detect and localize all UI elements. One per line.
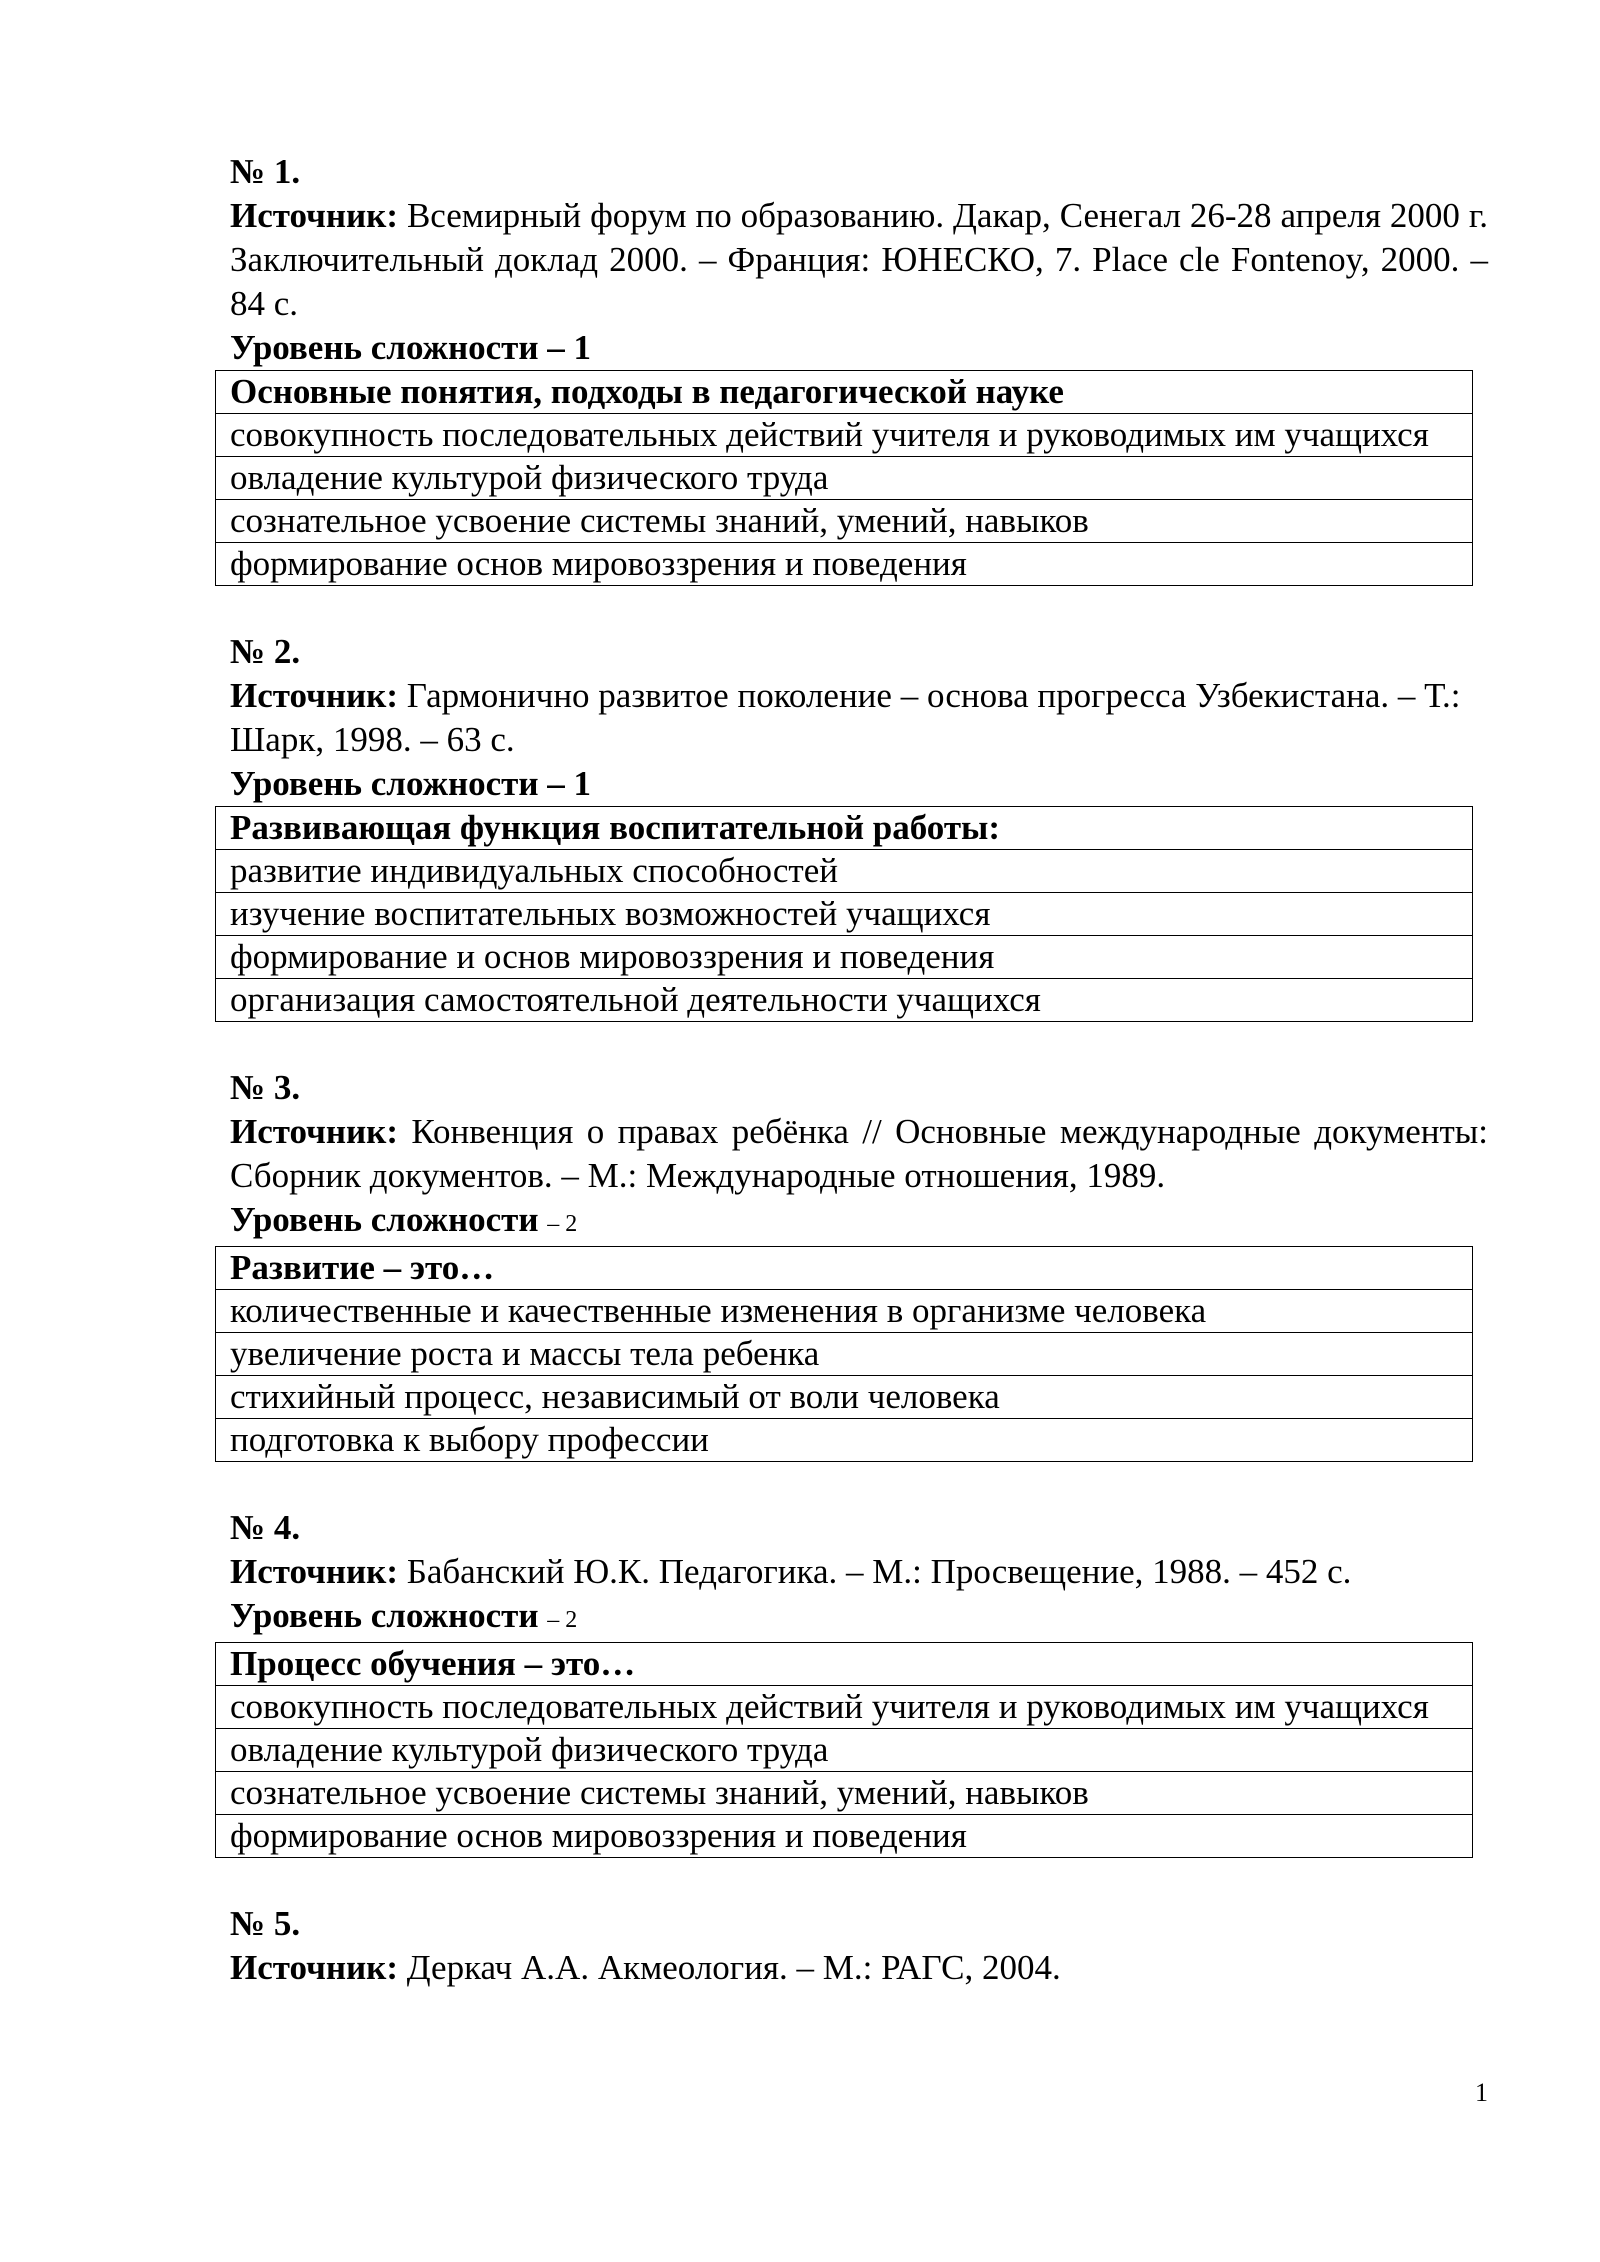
answers-table — [215, 806, 1473, 1022]
question-number: № 1. — [230, 152, 301, 191]
answer-option: стихийный процесс, независимый от воли человека — [216, 1376, 1473, 1419]
source-text: Деркач А.А. Акмеология. – М.: РАГС, 2004. — [406, 1948, 1061, 1987]
source-label: Источник: — [230, 676, 398, 715]
source-label: Источник: — [230, 1112, 398, 1151]
source-line — [230, 1550, 1488, 1594]
question-number: № 4. — [230, 1508, 301, 1547]
answers-table — [215, 370, 1473, 586]
question-text: Развитие – это… — [216, 1247, 1473, 1290]
difficulty-label: Уровень сложности — [230, 1200, 539, 1239]
source-text: Гармонично развитое поколение – основа прогресса Узбекистана. – Т.: Шарк, 1998. – 63 с. — [230, 676, 1461, 759]
question-2 — [230, 630, 1488, 1022]
answer-option: овладение культурой физического труда — [216, 457, 1473, 500]
answer-option: количественные и качественные изменения в организме человека — [216, 1290, 1473, 1333]
difficulty-label: Уровень сложности — [230, 764, 539, 803]
answer-option: увеличение роста и массы тела ребенка — [216, 1333, 1473, 1376]
question-1 — [230, 150, 1488, 586]
answer-option: овладение культурой физического труда — [216, 1729, 1473, 1772]
question-5 — [230, 1902, 1488, 1990]
difficulty-label: Уровень сложности — [230, 328, 539, 367]
difficulty-level — [230, 326, 1488, 370]
source-text: Конвенция о правах ребёнка // Основные международные документы: Сборник документов. – М.: Международные отношения, 1989. — [230, 1112, 1489, 1195]
answer-option: подготовка к выбору профессии — [216, 1419, 1473, 1462]
answer-option: организация самостоятельной деятельности учащихся — [216, 979, 1473, 1022]
source-line — [230, 674, 1488, 762]
answer-option: развитие индивидуальных способностей — [216, 850, 1473, 893]
answer-option: изучение воспитательных возможностей учащихся — [216, 893, 1473, 936]
source-text: Всемирный форум по образованию. Дакар, Сенегал 26-28 апреля 2000 г. Заключительный доклад 2000. – Франция: ЮНЕСКО, 7. Place cle Fontenoy, 2000. – 84 с. — [230, 196, 1489, 323]
answer-option: совокупность последовательных действий учителя и руководимых им учащихся — [216, 414, 1473, 457]
difficulty-value: – 1 — [547, 764, 592, 803]
source-label: Источник: — [230, 196, 398, 235]
difficulty-label: Уровень сложности — [230, 1596, 539, 1635]
answer-option: сознательное усвоение системы знаний, умений, навыков — [216, 1772, 1473, 1815]
answer-option: формирование и основ мировоззрения и поведения — [216, 936, 1473, 979]
question-text: Развивающая функция воспитательной работы: — [216, 807, 1473, 850]
document-page — [230, 150, 1488, 1990]
difficulty-value: – 2 — [547, 1211, 578, 1237]
difficulty-level — [230, 762, 1488, 806]
difficulty-level — [230, 1594, 1488, 1642]
source-label: Источник: — [230, 1948, 398, 1987]
answer-option: сознательное усвоение системы знаний, умений, навыков — [216, 500, 1473, 543]
answers-table — [215, 1246, 1473, 1462]
page-number: 1 — [1475, 2078, 1488, 2107]
source-line — [230, 194, 1488, 326]
source-line — [230, 1110, 1488, 1198]
question-text: Основные понятия, подходы в педагогической науке — [216, 371, 1473, 414]
question-number: № 3. — [230, 1068, 301, 1107]
source-label: Источник: — [230, 1552, 398, 1591]
difficulty-level — [230, 1198, 1488, 1246]
question-3 — [230, 1066, 1488, 1462]
source-text: Бабанский Ю.К. Педагогика. – М.: Просвещение, 1988. – 452 с. — [406, 1552, 1352, 1591]
question-4 — [230, 1506, 1488, 1858]
answer-option: формирование основ мировоззрения и поведения — [216, 543, 1473, 586]
difficulty-value: – 2 — [547, 1607, 578, 1633]
question-number: № 2. — [230, 632, 301, 671]
difficulty-value: – 1 — [547, 328, 592, 367]
answer-option: формирование основ мировоззрения и поведения — [216, 1815, 1473, 1858]
question-number: № 5. — [230, 1904, 301, 1943]
question-text: Процесс обучения – это… — [216, 1643, 1473, 1686]
answer-option: совокупность последовательных действий учителя и руководимых им учащихся — [216, 1686, 1473, 1729]
source-line — [230, 1946, 1488, 1990]
answers-table — [215, 1642, 1473, 1858]
